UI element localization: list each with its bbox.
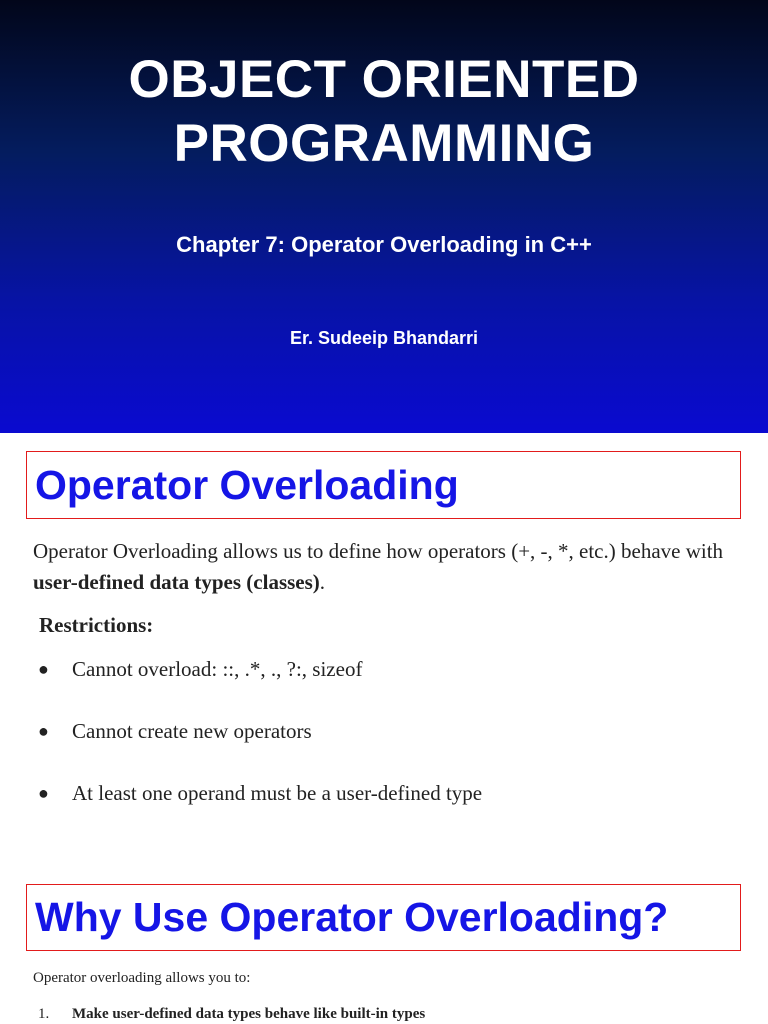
bullet-icon: ●	[38, 783, 49, 803]
list-item	[38, 654, 482, 716]
slide-title	[0, 48, 768, 176]
list-item-text: Cannot create new operators	[72, 719, 312, 743]
list-item-text: At least one operand must be a user-defined type	[72, 781, 483, 805]
restrictions-list	[38, 654, 482, 840]
intro-bold-text: user-defined data types (classes)	[33, 570, 320, 594]
slide-subtitle: Chapter 7: Operator Overloading in C++	[176, 232, 592, 257]
bullet-icon: ●	[38, 659, 49, 679]
list-number: 1.	[38, 1006, 50, 1022]
list-item	[38, 778, 482, 840]
numbered-list-item	[38, 1006, 425, 1023]
list-item-text: Make user-defined data types behave like built-in types	[72, 1006, 426, 1022]
list-item	[38, 716, 482, 778]
title-slide	[0, 0, 768, 433]
section-heading-operator-overloading	[26, 451, 741, 519]
intro-text: Operator Overloading allows us to define how operators (+, -, *, etc.) behave with	[33, 539, 724, 563]
bullet-icon: ●	[38, 721, 49, 741]
why-intro: Operator overloading allows you to:	[33, 970, 251, 986]
section-heading-text: Why Use Operator Overloading?	[35, 894, 669, 940]
section-heading-why-use	[26, 884, 741, 951]
intro-paragraph	[33, 536, 743, 598]
section-heading-text: Operator Overloading	[35, 461, 459, 508]
slide-title-line1: OBJECT ORIENTED	[128, 50, 640, 109]
intro-end: .	[319, 570, 326, 594]
list-item-text: Cannot overload: ::, .*, ., ?:, sizeof	[72, 657, 363, 681]
slide-author: Er. Sudeeip Bhandarri	[289, 328, 479, 348]
restrictions-label: Restrictions:	[39, 613, 154, 637]
slide-title-line2: PROGRAMMING	[173, 114, 595, 173]
